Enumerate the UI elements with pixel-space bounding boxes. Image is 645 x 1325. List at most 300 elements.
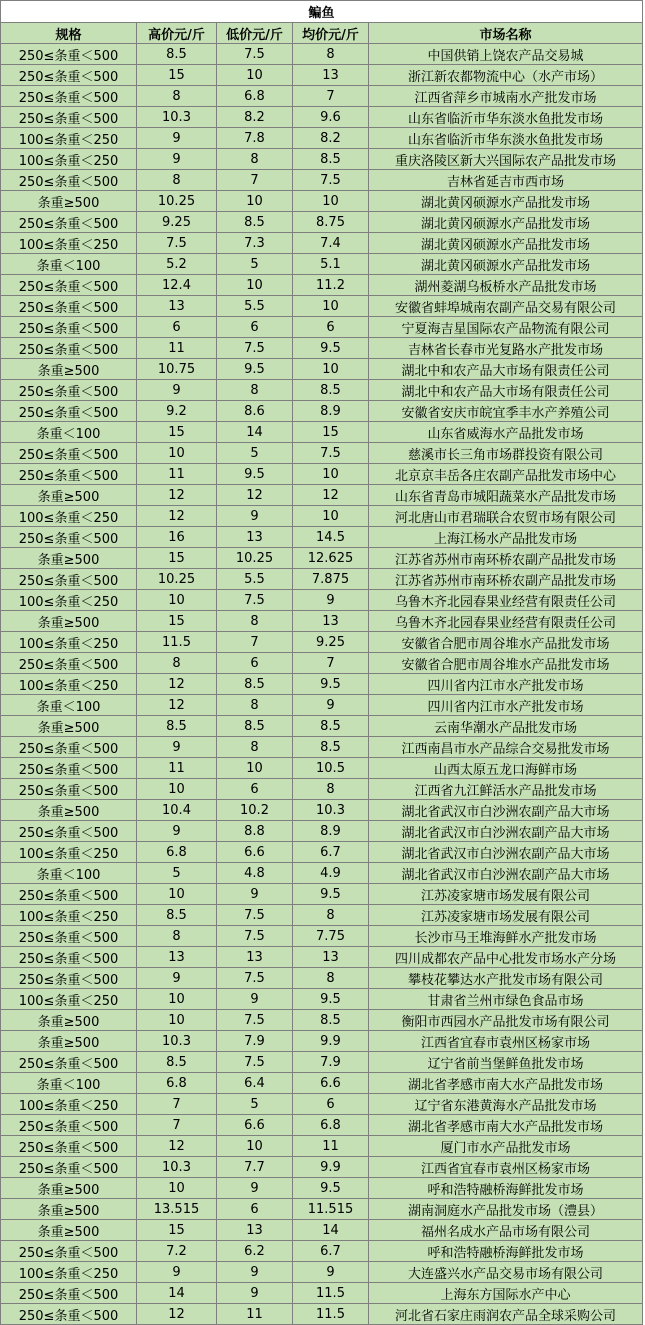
cell-high-price: 5.2 <box>137 254 217 275</box>
cell-avg-price: 7.75 <box>293 926 369 947</box>
cell-market-name: 吉林省延吉市西市场 <box>369 170 643 191</box>
cell-avg-price: 9 <box>293 695 369 716</box>
cell-high-price: 8.5 <box>137 1052 217 1073</box>
cell-avg-price: 8.9 <box>293 401 369 422</box>
cell-high-price: 10.75 <box>137 359 217 380</box>
cell-spec: 250≤条重＜500 <box>1 401 137 422</box>
cell-high-price: 12 <box>137 674 217 695</box>
table-row <box>1 590 643 611</box>
cell-high-price: 9 <box>137 968 217 989</box>
cell-high-price: 5 <box>137 863 217 884</box>
cell-low-price: 7.5 <box>217 905 293 926</box>
table-row <box>1 506 643 527</box>
cell-market-name: 湖北省孝感市南大水产品批发市场 <box>369 1115 643 1136</box>
cell-spec: 250≤条重＜500 <box>1 338 137 359</box>
table-row <box>1 233 643 254</box>
cell-low-price: 6.2 <box>217 1241 293 1262</box>
table-body <box>1 44 643 1325</box>
table-row <box>1 947 643 968</box>
cell-spec: 250≤条重＜500 <box>1 968 137 989</box>
cell-spec: 条重≥500 <box>1 611 137 632</box>
cell-spec: 条重≥500 <box>1 1010 137 1031</box>
table-row <box>1 569 643 590</box>
table-row <box>1 905 643 926</box>
cell-spec: 条重＜100 <box>1 422 137 443</box>
cell-avg-price: 10 <box>293 191 369 212</box>
table-row <box>1 1115 643 1136</box>
table-row <box>1 1010 643 1031</box>
cell-avg-price: 14.5 <box>293 527 369 548</box>
cell-avg-price: 11.5 <box>293 1283 369 1304</box>
cell-spec: 100≤条重＜250 <box>1 149 137 170</box>
cell-high-price: 8 <box>137 926 217 947</box>
cell-low-price: 6 <box>217 317 293 338</box>
cell-high-price: 7 <box>137 1115 217 1136</box>
cell-low-price: 6.4 <box>217 1073 293 1094</box>
table-row <box>1 863 643 884</box>
table-row <box>1 800 643 821</box>
cell-avg-price: 7.5 <box>293 170 369 191</box>
cell-spec: 100≤条重＜250 <box>1 989 137 1010</box>
cell-high-price: 9 <box>137 128 217 149</box>
cell-low-price: 7.5 <box>217 590 293 611</box>
cell-spec: 250≤条重＜500 <box>1 758 137 779</box>
cell-avg-price: 14 <box>293 1220 369 1241</box>
cell-market-name: 乌鲁木齐北园春果业经营有限责任公司 <box>369 590 643 611</box>
cell-low-price: 8.6 <box>217 401 293 422</box>
cell-high-price: 10 <box>137 590 217 611</box>
cell-market-name: 江西南昌市水产品综合交易批发市场 <box>369 737 643 758</box>
title-row <box>1 1 643 23</box>
table-row <box>1 674 643 695</box>
cell-low-price: 7.5 <box>217 1052 293 1073</box>
cell-avg-price: 9.5 <box>293 884 369 905</box>
cell-avg-price: 8 <box>293 905 369 926</box>
cell-high-price: 6 <box>137 317 217 338</box>
header-row <box>1 23 643 44</box>
cell-avg-price: 9.5 <box>293 989 369 1010</box>
cell-high-price: 13 <box>137 296 217 317</box>
cell-avg-price: 9 <box>293 1262 369 1283</box>
cell-market-name: 山西太原五龙口海鲜市场 <box>369 758 643 779</box>
cell-market-name: 江苏省苏州市南环桥农副产品批发市场 <box>369 548 643 569</box>
table-row <box>1 737 643 758</box>
cell-spec: 250≤条重＜500 <box>1 884 137 905</box>
cell-low-price: 8.5 <box>217 212 293 233</box>
table-row <box>1 695 643 716</box>
cell-market-name: 攀枝花攀达水产批发市场有限公司 <box>369 968 643 989</box>
cell-low-price: 8.8 <box>217 821 293 842</box>
table-row <box>1 884 643 905</box>
cell-avg-price: 6.8 <box>293 1115 369 1136</box>
cell-avg-price: 6.6 <box>293 1073 369 1094</box>
cell-avg-price: 8 <box>293 44 369 65</box>
cell-spec: 100≤条重＜250 <box>1 632 137 653</box>
cell-spec: 条重≥500 <box>1 485 137 506</box>
table-row <box>1 1094 643 1115</box>
cell-avg-price: 9.25 <box>293 632 369 653</box>
cell-low-price: 4.8 <box>217 863 293 884</box>
cell-high-price: 13 <box>137 947 217 968</box>
cell-avg-price: 6.7 <box>293 1241 369 1262</box>
cell-low-price: 10.2 <box>217 800 293 821</box>
cell-avg-price: 10 <box>293 359 369 380</box>
header-market-name: 市场名称 <box>369 23 643 44</box>
cell-market-name: 安徽省合肥市周谷堆水产品批发市场 <box>369 632 643 653</box>
cell-spec: 250≤条重＜500 <box>1 380 137 401</box>
cell-market-name: 江苏省苏州市南环桥农副产品批发市场 <box>369 569 643 590</box>
cell-high-price: 12 <box>137 506 217 527</box>
cell-market-name: 北京京丰岳各庄农副产品批发市场中心 <box>369 464 643 485</box>
table-row <box>1 296 643 317</box>
cell-market-name: 江西省萍乡市城南水产批发市场 <box>369 86 643 107</box>
cell-avg-price: 8.2 <box>293 128 369 149</box>
cell-low-price: 9 <box>217 989 293 1010</box>
table-row <box>1 128 643 149</box>
cell-market-name: 安徽省合肥市周谷堆水产品批发市场 <box>369 653 643 674</box>
table-row <box>1 1241 643 1262</box>
table-row <box>1 842 643 863</box>
cell-spec: 100≤条重＜250 <box>1 128 137 149</box>
cell-avg-price: 13 <box>293 65 369 86</box>
cell-avg-price: 8.75 <box>293 212 369 233</box>
cell-high-price: 10.4 <box>137 800 217 821</box>
cell-market-name: 长沙市马王堆海鲜水产批发市场 <box>369 926 643 947</box>
cell-avg-price: 9.9 <box>293 1031 369 1052</box>
cell-low-price: 13 <box>217 1220 293 1241</box>
table-title: 鳊鱼 <box>1 1 643 23</box>
cell-low-price: 8 <box>217 695 293 716</box>
cell-spec: 250≤条重＜500 <box>1 464 137 485</box>
cell-high-price: 11 <box>137 464 217 485</box>
cell-low-price: 6.6 <box>217 842 293 863</box>
cell-high-price: 15 <box>137 548 217 569</box>
cell-spec: 100≤条重＜250 <box>1 1094 137 1115</box>
cell-avg-price: 6.7 <box>293 842 369 863</box>
cell-high-price: 16 <box>137 527 217 548</box>
table-row <box>1 317 643 338</box>
cell-low-price: 5 <box>217 1094 293 1115</box>
cell-avg-price: 13 <box>293 611 369 632</box>
cell-high-price: 10 <box>137 989 217 1010</box>
cell-avg-price: 8.5 <box>293 716 369 737</box>
cell-spec: 条重≥500 <box>1 548 137 569</box>
cell-spec: 250≤条重＜500 <box>1 821 137 842</box>
cell-low-price: 14 <box>217 422 293 443</box>
cell-spec: 条重≥500 <box>1 359 137 380</box>
cell-market-name: 湖北黄冈硕源水产品批发市场 <box>369 191 643 212</box>
cell-low-price: 5 <box>217 443 293 464</box>
table-row <box>1 1073 643 1094</box>
cell-low-price: 9.5 <box>217 464 293 485</box>
cell-low-price: 7 <box>217 632 293 653</box>
cell-market-name: 山东省威海水产品批发市场 <box>369 422 643 443</box>
cell-spec: 100≤条重＜250 <box>1 674 137 695</box>
table-row <box>1 548 643 569</box>
cell-avg-price: 9 <box>293 590 369 611</box>
cell-market-name: 山东省青岛市城阳蔬菜水产品批发市场 <box>369 485 643 506</box>
table-row <box>1 989 643 1010</box>
cell-avg-price: 8 <box>293 968 369 989</box>
table-row <box>1 86 643 107</box>
cell-low-price: 9 <box>217 506 293 527</box>
cell-high-price: 15 <box>137 611 217 632</box>
cell-high-price: 15 <box>137 422 217 443</box>
cell-market-name: 重庆洛陵区新大兴国际农产品批发市场 <box>369 149 643 170</box>
cell-spec: 100≤条重＜250 <box>1 590 137 611</box>
table-row <box>1 380 643 401</box>
table-row <box>1 1262 643 1283</box>
cell-market-name: 江苏凌家塘市场发展有限公司 <box>369 905 643 926</box>
table-row <box>1 779 643 800</box>
header-spec: 规格 <box>1 23 137 44</box>
cell-high-price: 6.8 <box>137 842 217 863</box>
cell-spec: 250≤条重＜500 <box>1 65 137 86</box>
cell-spec: 条重≥500 <box>1 191 137 212</box>
cell-market-name: 安徽省安庆市皖宜季丰水产养殖公司 <box>369 401 643 422</box>
cell-market-name: 呼和浩特融桥海鲜批发市场 <box>369 1178 643 1199</box>
table-row <box>1 926 643 947</box>
cell-high-price: 10.25 <box>137 191 217 212</box>
cell-avg-price: 9.5 <box>293 1178 369 1199</box>
cell-market-name: 浙江新农都物流中心（水产市场） <box>369 65 643 86</box>
cell-high-price: 8.5 <box>137 716 217 737</box>
cell-low-price: 10 <box>217 65 293 86</box>
cell-high-price: 8.5 <box>137 44 217 65</box>
cell-market-name: 湖北省武汉市白沙洲农副产品大市场 <box>369 800 643 821</box>
cell-high-price: 13.515 <box>137 1199 217 1220</box>
table-row <box>1 1199 643 1220</box>
cell-spec: 100≤条重＜250 <box>1 233 137 254</box>
cell-spec: 100≤条重＜250 <box>1 905 137 926</box>
cell-high-price: 7.5 <box>137 233 217 254</box>
cell-low-price: 8.5 <box>217 674 293 695</box>
cell-spec: 250≤条重＜500 <box>1 170 137 191</box>
cell-market-name: 云南华潮水产品批发市场 <box>369 716 643 737</box>
cell-low-price: 7.5 <box>217 44 293 65</box>
cell-high-price: 14 <box>137 1283 217 1304</box>
cell-market-name: 中国供销上饶农产品交易城 <box>369 44 643 65</box>
cell-avg-price: 8.9 <box>293 821 369 842</box>
cell-market-name: 江西省九江鲜活水产品批发市场 <box>369 779 643 800</box>
cell-spec: 条重≥500 <box>1 1199 137 1220</box>
cell-low-price: 6 <box>217 1199 293 1220</box>
cell-avg-price: 6 <box>293 317 369 338</box>
cell-spec: 250≤条重＜500 <box>1 443 137 464</box>
cell-high-price: 8.5 <box>137 905 217 926</box>
cell-market-name: 慈溪市长三角市场群投资有限公司 <box>369 443 643 464</box>
cell-high-price: 9 <box>137 821 217 842</box>
header-avg-price: 均价元/斤 <box>293 23 369 44</box>
cell-spec: 条重＜100 <box>1 1073 137 1094</box>
cell-spec: 250≤条重＜500 <box>1 44 137 65</box>
cell-market-name: 湖南洞庭水产品批发市场（澧县） <box>369 1199 643 1220</box>
cell-avg-price: 11.2 <box>293 275 369 296</box>
cell-avg-price: 11.515 <box>293 1199 369 1220</box>
cell-market-name: 湖北黄冈硕源水产品批发市场 <box>369 233 643 254</box>
cell-market-name: 辽宁省东港黄海水产品批发市场 <box>369 1094 643 1115</box>
cell-market-name: 四川省内江市水产批发市场 <box>369 695 643 716</box>
cell-avg-price: 7 <box>293 653 369 674</box>
cell-high-price: 9 <box>137 380 217 401</box>
table-row <box>1 485 643 506</box>
cell-spec: 100≤条重＜250 <box>1 1262 137 1283</box>
cell-high-price: 9 <box>137 1262 217 1283</box>
cell-low-price: 6 <box>217 653 293 674</box>
cell-high-price: 12 <box>137 695 217 716</box>
cell-low-price: 7.3 <box>217 233 293 254</box>
cell-high-price: 12 <box>137 1136 217 1157</box>
cell-spec: 250≤条重＜500 <box>1 947 137 968</box>
cell-market-name: 河北唐山市君瑞联合农贸市场有限公司 <box>369 506 643 527</box>
cell-low-price: 12 <box>217 485 293 506</box>
cell-spec: 250≤条重＜500 <box>1 1241 137 1262</box>
table-row <box>1 1157 643 1178</box>
table-row <box>1 464 643 485</box>
cell-high-price: 11 <box>137 758 217 779</box>
cell-market-name: 江西省宜春市袁州区杨家市场 <box>369 1157 643 1178</box>
cell-avg-price: 7.9 <box>293 1052 369 1073</box>
cell-high-price: 9.2 <box>137 401 217 422</box>
cell-high-price: 9 <box>137 149 217 170</box>
cell-high-price: 8 <box>137 653 217 674</box>
cell-avg-price: 8.5 <box>293 737 369 758</box>
cell-avg-price: 8.5 <box>293 1010 369 1031</box>
cell-low-price: 8.5 <box>217 716 293 737</box>
cell-market-name: 湖北省武汉市白沙洲农副产品大市场 <box>369 842 643 863</box>
cell-low-price: 5.5 <box>217 296 293 317</box>
cell-spec: 250≤条重＜500 <box>1 275 137 296</box>
cell-spec: 250≤条重＜500 <box>1 1283 137 1304</box>
table-row <box>1 191 643 212</box>
cell-spec: 100≤条重＜250 <box>1 506 137 527</box>
cell-low-price: 6 <box>217 779 293 800</box>
cell-high-price: 8 <box>137 170 217 191</box>
cell-low-price: 6.6 <box>217 1115 293 1136</box>
cell-high-price: 9 <box>137 737 217 758</box>
table-row <box>1 1136 643 1157</box>
cell-market-name: 大连盛兴水产品交易市场有限公司 <box>369 1262 643 1283</box>
table-row <box>1 1052 643 1073</box>
cell-avg-price: 11.5 <box>293 1304 369 1325</box>
header-high-price: 高价元/斤 <box>137 23 217 44</box>
cell-avg-price: 7.5 <box>293 443 369 464</box>
cell-market-name: 湖北中和农产品大市场有限责任公司 <box>369 359 643 380</box>
cell-market-name: 福州名成水产品市场有限公司 <box>369 1220 643 1241</box>
cell-spec: 条重≥500 <box>1 1220 137 1241</box>
table-row <box>1 149 643 170</box>
table-row <box>1 254 643 275</box>
table-row <box>1 212 643 233</box>
cell-high-price: 11.5 <box>137 632 217 653</box>
cell-market-name: 衡阳市西园水产品批发市场有限公司 <box>369 1010 643 1031</box>
cell-high-price: 10.3 <box>137 1157 217 1178</box>
cell-market-name: 宁夏海吉星国际农产品物流有限公司 <box>369 317 643 338</box>
cell-high-price: 6.8 <box>137 1073 217 1094</box>
cell-low-price: 7.5 <box>217 1010 293 1031</box>
cell-high-price: 10.3 <box>137 1031 217 1052</box>
cell-low-price: 10 <box>217 275 293 296</box>
table-row <box>1 632 643 653</box>
cell-spec: 250≤条重＜500 <box>1 926 137 947</box>
cell-high-price: 12 <box>137 1304 217 1325</box>
cell-spec: 条重＜100 <box>1 254 137 275</box>
cell-avg-price: 7.875 <box>293 569 369 590</box>
cell-market-name: 湖北中和农产品大市场有限责任公司 <box>369 380 643 401</box>
cell-low-price: 9 <box>217 1178 293 1199</box>
cell-low-price: 7.9 <box>217 1031 293 1052</box>
table-row <box>1 401 643 422</box>
cell-spec: 250≤条重＜500 <box>1 1157 137 1178</box>
cell-low-price: 8 <box>217 380 293 401</box>
cell-high-price: 10 <box>137 443 217 464</box>
cell-low-price: 8 <box>217 611 293 632</box>
cell-spec: 250≤条重＜500 <box>1 317 137 338</box>
cell-market-name: 呼和浩特融桥海鲜批发市场 <box>369 1241 643 1262</box>
cell-market-name: 乌鲁木齐北园春果业经营有限责任公司 <box>369 611 643 632</box>
table-row <box>1 1283 643 1304</box>
cell-avg-price: 5.1 <box>293 254 369 275</box>
cell-avg-price: 10 <box>293 506 369 527</box>
cell-avg-price: 11 <box>293 1136 369 1157</box>
cell-low-price: 5.5 <box>217 569 293 590</box>
cell-high-price: 8 <box>137 86 217 107</box>
cell-market-name: 上海东方国际水产中心 <box>369 1283 643 1304</box>
table-row <box>1 1220 643 1241</box>
cell-high-price: 10 <box>137 1178 217 1199</box>
cell-market-name: 厦门市水产品批发市场 <box>369 1136 643 1157</box>
cell-low-price: 5 <box>217 254 293 275</box>
cell-avg-price: 8.5 <box>293 149 369 170</box>
cell-avg-price: 15 <box>293 422 369 443</box>
cell-low-price: 9.5 <box>217 359 293 380</box>
cell-avg-price: 10 <box>293 296 369 317</box>
cell-avg-price: 12 <box>293 485 369 506</box>
cell-low-price: 7.5 <box>217 926 293 947</box>
table-row <box>1 527 643 548</box>
cell-spec: 250≤条重＜500 <box>1 296 137 317</box>
cell-low-price: 9 <box>217 1262 293 1283</box>
cell-avg-price: 7.4 <box>293 233 369 254</box>
table-row <box>1 1031 643 1052</box>
cell-avg-price: 13 <box>293 947 369 968</box>
cell-avg-price: 7 <box>293 86 369 107</box>
header-low-price: 低价元/斤 <box>217 23 293 44</box>
cell-avg-price: 10.3 <box>293 800 369 821</box>
cell-high-price: 9.25 <box>137 212 217 233</box>
cell-low-price: 10 <box>217 191 293 212</box>
cell-spec: 250≤条重＜500 <box>1 212 137 233</box>
cell-spec: 250≤条重＜500 <box>1 1136 137 1157</box>
table-row <box>1 968 643 989</box>
cell-low-price: 7 <box>217 170 293 191</box>
table-row <box>1 1178 643 1199</box>
cell-avg-price: 9.6 <box>293 107 369 128</box>
cell-high-price: 10 <box>137 1010 217 1031</box>
table-row <box>1 1304 643 1325</box>
table-row <box>1 338 643 359</box>
cell-low-price: 10 <box>217 758 293 779</box>
cell-low-price: 10.25 <box>217 548 293 569</box>
cell-spec: 250≤条重＜500 <box>1 737 137 758</box>
cell-avg-price: 10 <box>293 464 369 485</box>
cell-high-price: 11 <box>137 338 217 359</box>
table-row <box>1 422 643 443</box>
table-row <box>1 65 643 86</box>
cell-low-price: 7.7 <box>217 1157 293 1178</box>
cell-avg-price: 4.9 <box>293 863 369 884</box>
table-row <box>1 170 643 191</box>
